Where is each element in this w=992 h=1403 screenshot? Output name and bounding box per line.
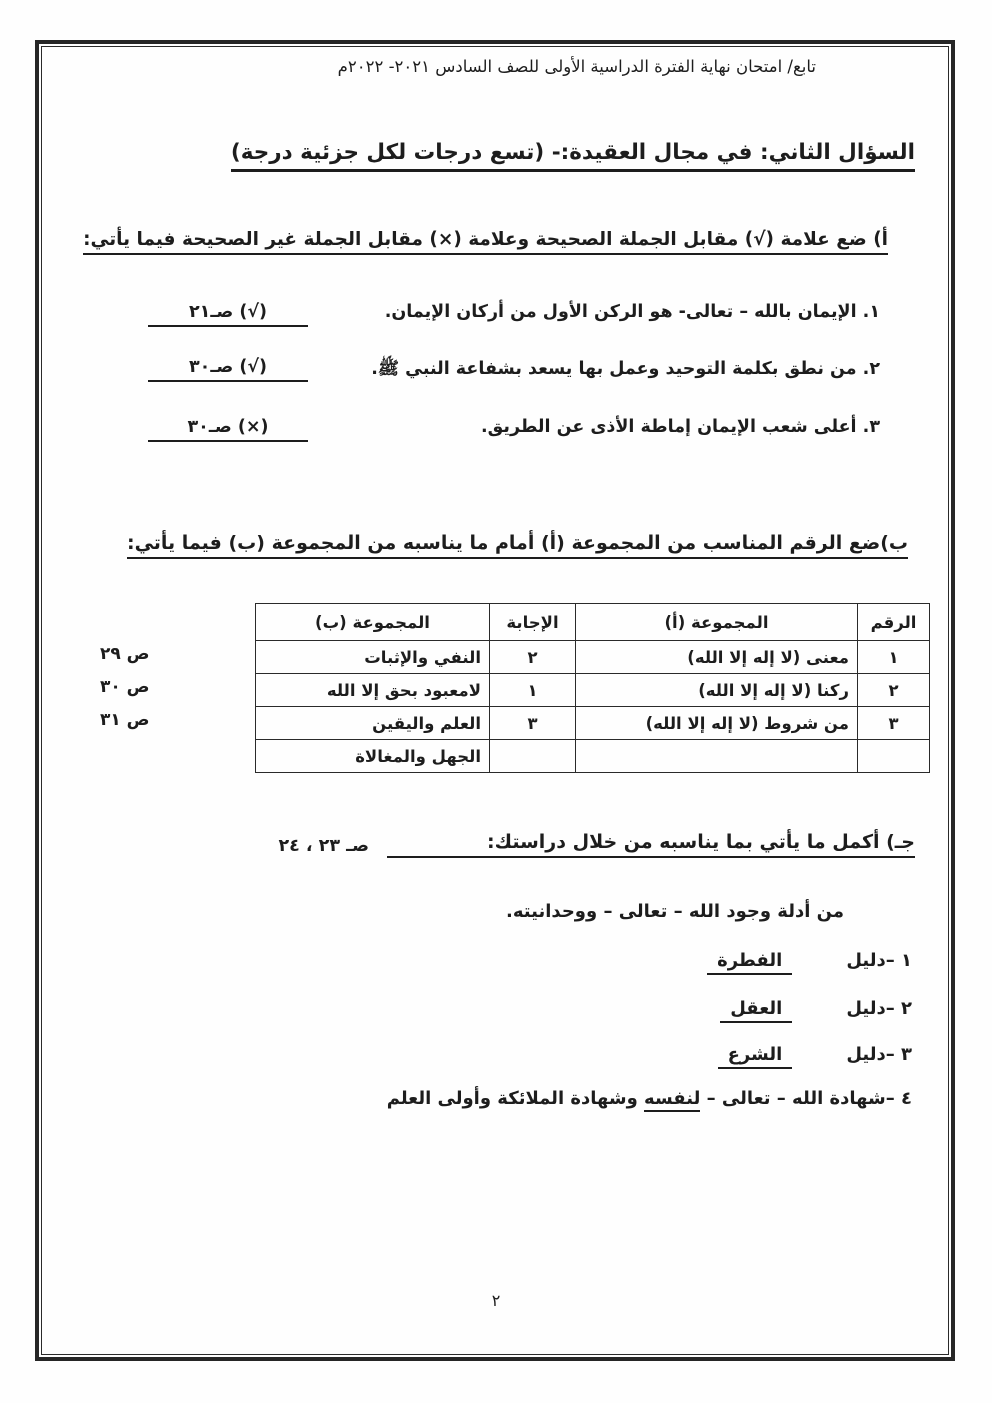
section-a-heading: أ) ضع علامة (√) مقابل الجملة الصحيحة وعلامة (×) مقابل الجملة غير الصحيحة فيما يأتي: [83, 229, 888, 255]
fill-item-4-suffix: وشهادة الملائكة وأولى العلم [386, 1088, 645, 1109]
cell [490, 740, 576, 773]
table-page-refs [100, 639, 150, 738]
fill-item-4-underlined: لنفسه [644, 1088, 700, 1112]
fill-item-4 [387, 1088, 912, 1109]
table-header-row [256, 604, 930, 641]
col-answer: الإجابة [490, 604, 576, 641]
cell: ٢ [858, 674, 930, 707]
fill-label-1: ١ –دليل [846, 950, 912, 971]
col-group-b: المجموعة (ب) [256, 604, 490, 641]
cell: النفي والإثبات [256, 641, 490, 674]
cell: ٣ [858, 707, 930, 740]
question-title: السؤال الثاني: في مجال العقيدة:- (تسع درجات لكل جزئية درجة) [231, 140, 915, 172]
statement-2: ٢. من نطق بكلمة التوحيد وعمل بها يسعد بشفاعة النبي ﷺ. [371, 359, 880, 379]
fill-item [707, 950, 912, 975]
page-ref: ص ٢٩ [100, 644, 150, 664]
col-number: الرقم [858, 604, 930, 641]
table-row [256, 740, 930, 773]
exam-header: تابع/ امتحان نهاية الفترة الدراسية الأولى للصف السادس ٢٠٢١- ٢٠٢٢م [337, 57, 816, 76]
section-c-intro: من أدلة وجود الله – تعالى – ووحدانيته. [506, 901, 844, 922]
page-number: ٢ [491, 1291, 501, 1310]
cell [576, 740, 858, 773]
cell: الجهل والمغالاة [256, 740, 490, 773]
answer-2: (√) صـ٣٠ [148, 357, 308, 382]
true-false-row [148, 357, 880, 383]
answer-1: (√) صـ٢١ [148, 302, 308, 327]
cell: ١ [490, 674, 576, 707]
matching-table [255, 603, 930, 773]
fill-answer-2: العقل [720, 998, 792, 1023]
page-ref: ص ٣١ [100, 710, 150, 730]
fill-item [718, 1044, 912, 1069]
cell [858, 740, 930, 773]
col-group-a: المجموعة (أ) [576, 604, 858, 641]
cell: لامعبود بحق إلا الله [256, 674, 490, 707]
fill-label-2: ٢ –دليل [846, 998, 912, 1019]
statement-3: ٣. أعلى شعب الإيمان إماطة الأذى عن الطريق. [481, 417, 880, 437]
table-row [256, 707, 930, 740]
table-row [256, 641, 930, 674]
cell: ٢ [490, 641, 576, 674]
cell: من شروط (لا إله إلا الله) [576, 707, 858, 740]
fill-label-3: ٣ –دليل [846, 1044, 912, 1065]
cell: ٣ [490, 707, 576, 740]
statement-1: ١. الإيمان بالله – تعالى- هو الركن الأول من أركان الإيمان. [384, 302, 880, 322]
fill-item-4-prefix: ٤ –شهادة الله – تعالى – [700, 1088, 912, 1109]
fill-answer-3: الشرع [718, 1044, 793, 1069]
table-row [256, 674, 930, 707]
section-b-heading: ب)ضع الرقم المناسب من المجموعة (أ) أمام ما يناسبه من المجموعة (ب) فيما يأتي: [127, 532, 908, 559]
cell: العلم واليقين [256, 707, 490, 740]
section-c-page-ref: صـ ٢٣ ، ٢٤ [278, 836, 370, 856]
fill-answer-1: الفطرة [707, 950, 792, 975]
cell: ركنا (لا إله إلا الله) [576, 674, 858, 707]
answer-blank [387, 830, 487, 858]
cell: معنى (لا إله إلا الله) [576, 641, 858, 674]
cell: ١ [858, 641, 930, 674]
true-false-row [148, 417, 880, 442]
section-c-heading-row [278, 830, 915, 858]
section-c-heading: جـ) أكمل ما يأتي بما يناسبه من خلال دراستك: [487, 831, 915, 858]
fill-item [720, 998, 912, 1023]
answer-3: (×) صـ٣٠ [148, 417, 308, 442]
page-ref: ص ٣٠ [100, 677, 150, 697]
true-false-row [148, 302, 880, 327]
